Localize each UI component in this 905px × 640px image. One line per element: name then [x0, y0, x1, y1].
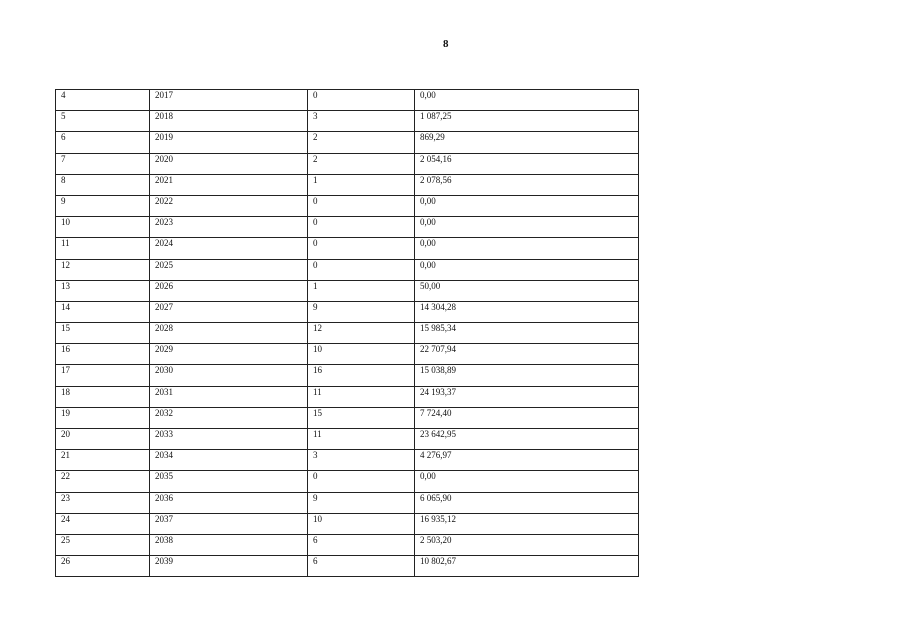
row-number-cell: 6	[56, 132, 150, 153]
year-cell: 2029	[150, 344, 308, 365]
amount-cell: 10 802,67	[415, 556, 639, 577]
row-number-cell: 7	[56, 153, 150, 174]
table-row	[56, 471, 639, 492]
year-cell: 2032	[150, 407, 308, 428]
table-row	[56, 280, 639, 301]
amount-cell: 15 038,89	[415, 365, 639, 386]
count-cell: 0	[308, 90, 415, 111]
amount-cell: 15 985,34	[415, 323, 639, 344]
year-cell: 2020	[150, 153, 308, 174]
count-cell: 0	[308, 259, 415, 280]
amount-cell: 23 642,95	[415, 429, 639, 450]
year-cell: 2027	[150, 301, 308, 322]
row-number-cell: 14	[56, 301, 150, 322]
amount-cell: 7 724,40	[415, 407, 639, 428]
table-row	[56, 323, 639, 344]
year-cell: 2024	[150, 238, 308, 259]
year-cell: 2038	[150, 534, 308, 555]
table-row	[56, 513, 639, 534]
count-cell: 11	[308, 386, 415, 407]
row-number-cell: 22	[56, 471, 150, 492]
table-row	[56, 195, 639, 216]
row-number-cell: 25	[56, 534, 150, 555]
row-number-cell: 17	[56, 365, 150, 386]
table-row	[56, 111, 639, 132]
count-cell: 9	[308, 492, 415, 513]
row-number-cell: 16	[56, 344, 150, 365]
row-number-cell: 23	[56, 492, 150, 513]
table-row	[56, 429, 639, 450]
count-cell: 0	[308, 195, 415, 216]
year-cell: 2034	[150, 450, 308, 471]
count-cell: 2	[308, 132, 415, 153]
row-number-cell: 18	[56, 386, 150, 407]
count-cell: 3	[308, 450, 415, 471]
table-row	[56, 90, 639, 111]
row-number-cell: 15	[56, 323, 150, 344]
amount-cell: 2 503,20	[415, 534, 639, 555]
row-number-cell: 4	[56, 90, 150, 111]
row-number-cell: 21	[56, 450, 150, 471]
amount-cell: 1 087,25	[415, 111, 639, 132]
year-cell: 2018	[150, 111, 308, 132]
row-number-cell: 12	[56, 259, 150, 280]
amount-cell: 0,00	[415, 471, 639, 492]
count-cell: 1	[308, 174, 415, 195]
row-number-cell: 11	[56, 238, 150, 259]
year-cell: 2022	[150, 195, 308, 216]
year-cell: 2031	[150, 386, 308, 407]
amount-cell: 50,00	[415, 280, 639, 301]
table-row	[56, 407, 639, 428]
table-row	[56, 365, 639, 386]
table-row	[56, 301, 639, 322]
table-row	[56, 153, 639, 174]
amount-cell: 14 304,28	[415, 301, 639, 322]
count-cell: 6	[308, 534, 415, 555]
count-cell: 11	[308, 429, 415, 450]
row-number-cell: 26	[56, 556, 150, 577]
amount-cell: 24 193,37	[415, 386, 639, 407]
year-cell: 2028	[150, 323, 308, 344]
table-row	[56, 217, 639, 238]
row-number-cell: 10	[56, 217, 150, 238]
year-cell: 2026	[150, 280, 308, 301]
table-row	[56, 259, 639, 280]
row-number-cell: 13	[56, 280, 150, 301]
amount-cell: 2 078,56	[415, 174, 639, 195]
amount-cell: 0,00	[415, 259, 639, 280]
amount-cell: 0,00	[415, 195, 639, 216]
table-row	[56, 450, 639, 471]
table-row	[56, 174, 639, 195]
count-cell: 0	[308, 238, 415, 259]
amount-cell: 6 065,90	[415, 492, 639, 513]
year-cell: 2033	[150, 429, 308, 450]
year-cell: 2017	[150, 90, 308, 111]
table-row	[56, 386, 639, 407]
amount-cell: 869,29	[415, 132, 639, 153]
data-table	[55, 89, 639, 577]
amount-cell: 2 054,16	[415, 153, 639, 174]
row-number-cell: 9	[56, 195, 150, 216]
year-cell: 2019	[150, 132, 308, 153]
amount-cell: 0,00	[415, 217, 639, 238]
table-row	[56, 534, 639, 555]
year-cell: 2039	[150, 556, 308, 577]
table-row	[56, 344, 639, 365]
year-cell: 2025	[150, 259, 308, 280]
year-cell: 2036	[150, 492, 308, 513]
amount-cell: 22 707,94	[415, 344, 639, 365]
table-body	[56, 90, 639, 577]
row-number-cell: 19	[56, 407, 150, 428]
amount-cell: 4 276,97	[415, 450, 639, 471]
table-row	[56, 132, 639, 153]
count-cell: 0	[308, 217, 415, 238]
year-cell: 2021	[150, 174, 308, 195]
year-cell: 2030	[150, 365, 308, 386]
count-cell: 0	[308, 471, 415, 492]
count-cell: 3	[308, 111, 415, 132]
page-number: 8	[443, 38, 449, 50]
count-cell: 15	[308, 407, 415, 428]
count-cell: 6	[308, 556, 415, 577]
year-cell: 2023	[150, 217, 308, 238]
year-cell: 2037	[150, 513, 308, 534]
table-row	[56, 492, 639, 513]
count-cell: 12	[308, 323, 415, 344]
table-row	[56, 238, 639, 259]
table-row	[56, 556, 639, 577]
count-cell: 9	[308, 301, 415, 322]
year-cell: 2035	[150, 471, 308, 492]
amount-cell: 16 935,12	[415, 513, 639, 534]
count-cell: 16	[308, 365, 415, 386]
count-cell: 2	[308, 153, 415, 174]
amount-cell: 0,00	[415, 90, 639, 111]
row-number-cell: 5	[56, 111, 150, 132]
amount-cell: 0,00	[415, 238, 639, 259]
count-cell: 10	[308, 344, 415, 365]
count-cell: 10	[308, 513, 415, 534]
row-number-cell: 20	[56, 429, 150, 450]
row-number-cell: 24	[56, 513, 150, 534]
count-cell: 1	[308, 280, 415, 301]
row-number-cell: 8	[56, 174, 150, 195]
